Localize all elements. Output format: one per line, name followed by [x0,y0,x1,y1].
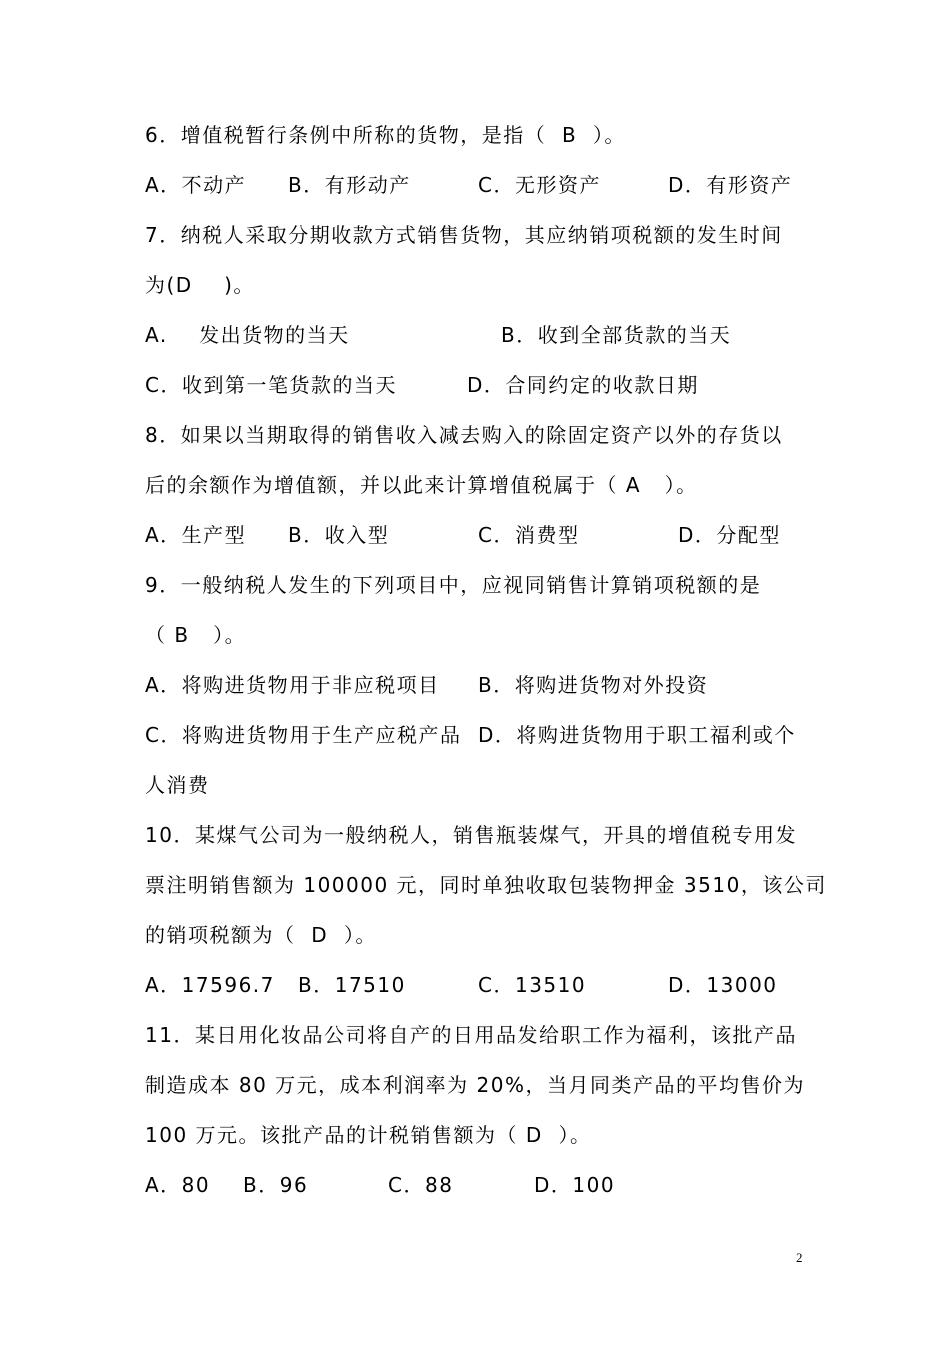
q8-option-b: B．收入型 [288,523,390,547]
q8-option-a: A．生产型 [145,523,247,547]
q8-stem-line-2: 后的余额作为增值额，并以此来计算增值税属于（ A ）。 [145,473,698,497]
q6-option-c: C．无形资产 [478,173,601,197]
q11-option-b: B．96 [243,1173,309,1197]
q10-option-c: C．13510 [478,973,587,997]
q6-option-d: D．有形资产 [668,173,793,197]
q11-option-d: D．100 [534,1173,616,1197]
q10-stem-line-3: 的销项税额为（ D ）。 [145,923,377,947]
q6-option-b: B．有形动产 [288,173,411,197]
q10-options [145,969,845,1001]
q9-option-d: D．将购进货物用于职工福利或个 [478,723,796,747]
q6-options [145,169,845,201]
q9-option-b: B．将购进货物对外投资 [478,673,709,697]
q8-option-d: D．分配型 [678,523,781,547]
q10-stem-line-1: 10．某煤气公司为一般纳税人，销售瓶装煤气，开具的增值税专用发 [145,823,797,847]
q7-option-a: A. 发出货物的当天 [145,323,350,347]
q9-stem-line-1: 9．一般纳税人发生的下列项目中，应视同销售计算销项税额的是 [145,573,762,597]
q8-option-c: C．消费型 [478,523,580,547]
q10-option-b: B．17510 [298,973,406,997]
q7-stem-line-2: 为(D )。 [145,273,255,297]
q7-stem-line-1: 7．纳税人采取分期收款方式销售货物，其应纳销项税额的发生时间 [145,223,783,247]
q7-option-d: D．合同约定的收款日期 [467,373,699,397]
q9-option-d-continued: 人消费 [145,773,210,797]
q8-options [145,519,845,551]
q11-option-c: C．88 [388,1173,454,1197]
q7-option-c: C．收到第一笔货款的当天 [145,373,397,397]
q11-stem-line-2: 制造成本 80 万元，成本利润率为 20%，当月同类产品的平均售价为 [145,1073,805,1097]
q10-option-d: D．13000 [668,973,778,997]
q9-stem-line-2: （ B ）。 [145,623,247,647]
q11-stem-line-3: 100 万元。该批产品的计税销售额为（ D ）。 [145,1123,592,1147]
q7-option-b: B．收到全部货款的当天 [501,323,732,347]
q9-option-c: C．将购进货物用于生产应税产品 [145,723,462,747]
q7-options-row-2 [145,369,845,401]
q7-options-row-1 [145,319,845,351]
q6-stem: 6．增值税暂行条例中所称的货物，是指（ B ）。 [145,123,626,147]
q11-options [145,1169,845,1201]
page-number: 2 [796,1250,803,1265]
q10-option-a: A．17596.7 [145,973,275,997]
q11-option-a: A．80 [145,1173,211,1197]
q6-option-a: A．不动产 [145,173,247,197]
q10-stem-line-2: 票注明销售额为 100000 元，同时单独收取包装物押金 3510，该公司 [145,873,827,897]
q11-stem-line-1: 11．某日用化妆品公司将自产的日用品发给职工作为福利，该批产品 [145,1023,797,1047]
q9-options-row-2 [145,719,845,751]
q9-options-row-1 [145,669,845,701]
q8-stem-line-1: 8．如果以当期取得的销售收入减去购入的除固定资产以外的存货以 [145,423,783,447]
q9-option-a: A．将购进货物用于非应税项目 [145,673,440,697]
